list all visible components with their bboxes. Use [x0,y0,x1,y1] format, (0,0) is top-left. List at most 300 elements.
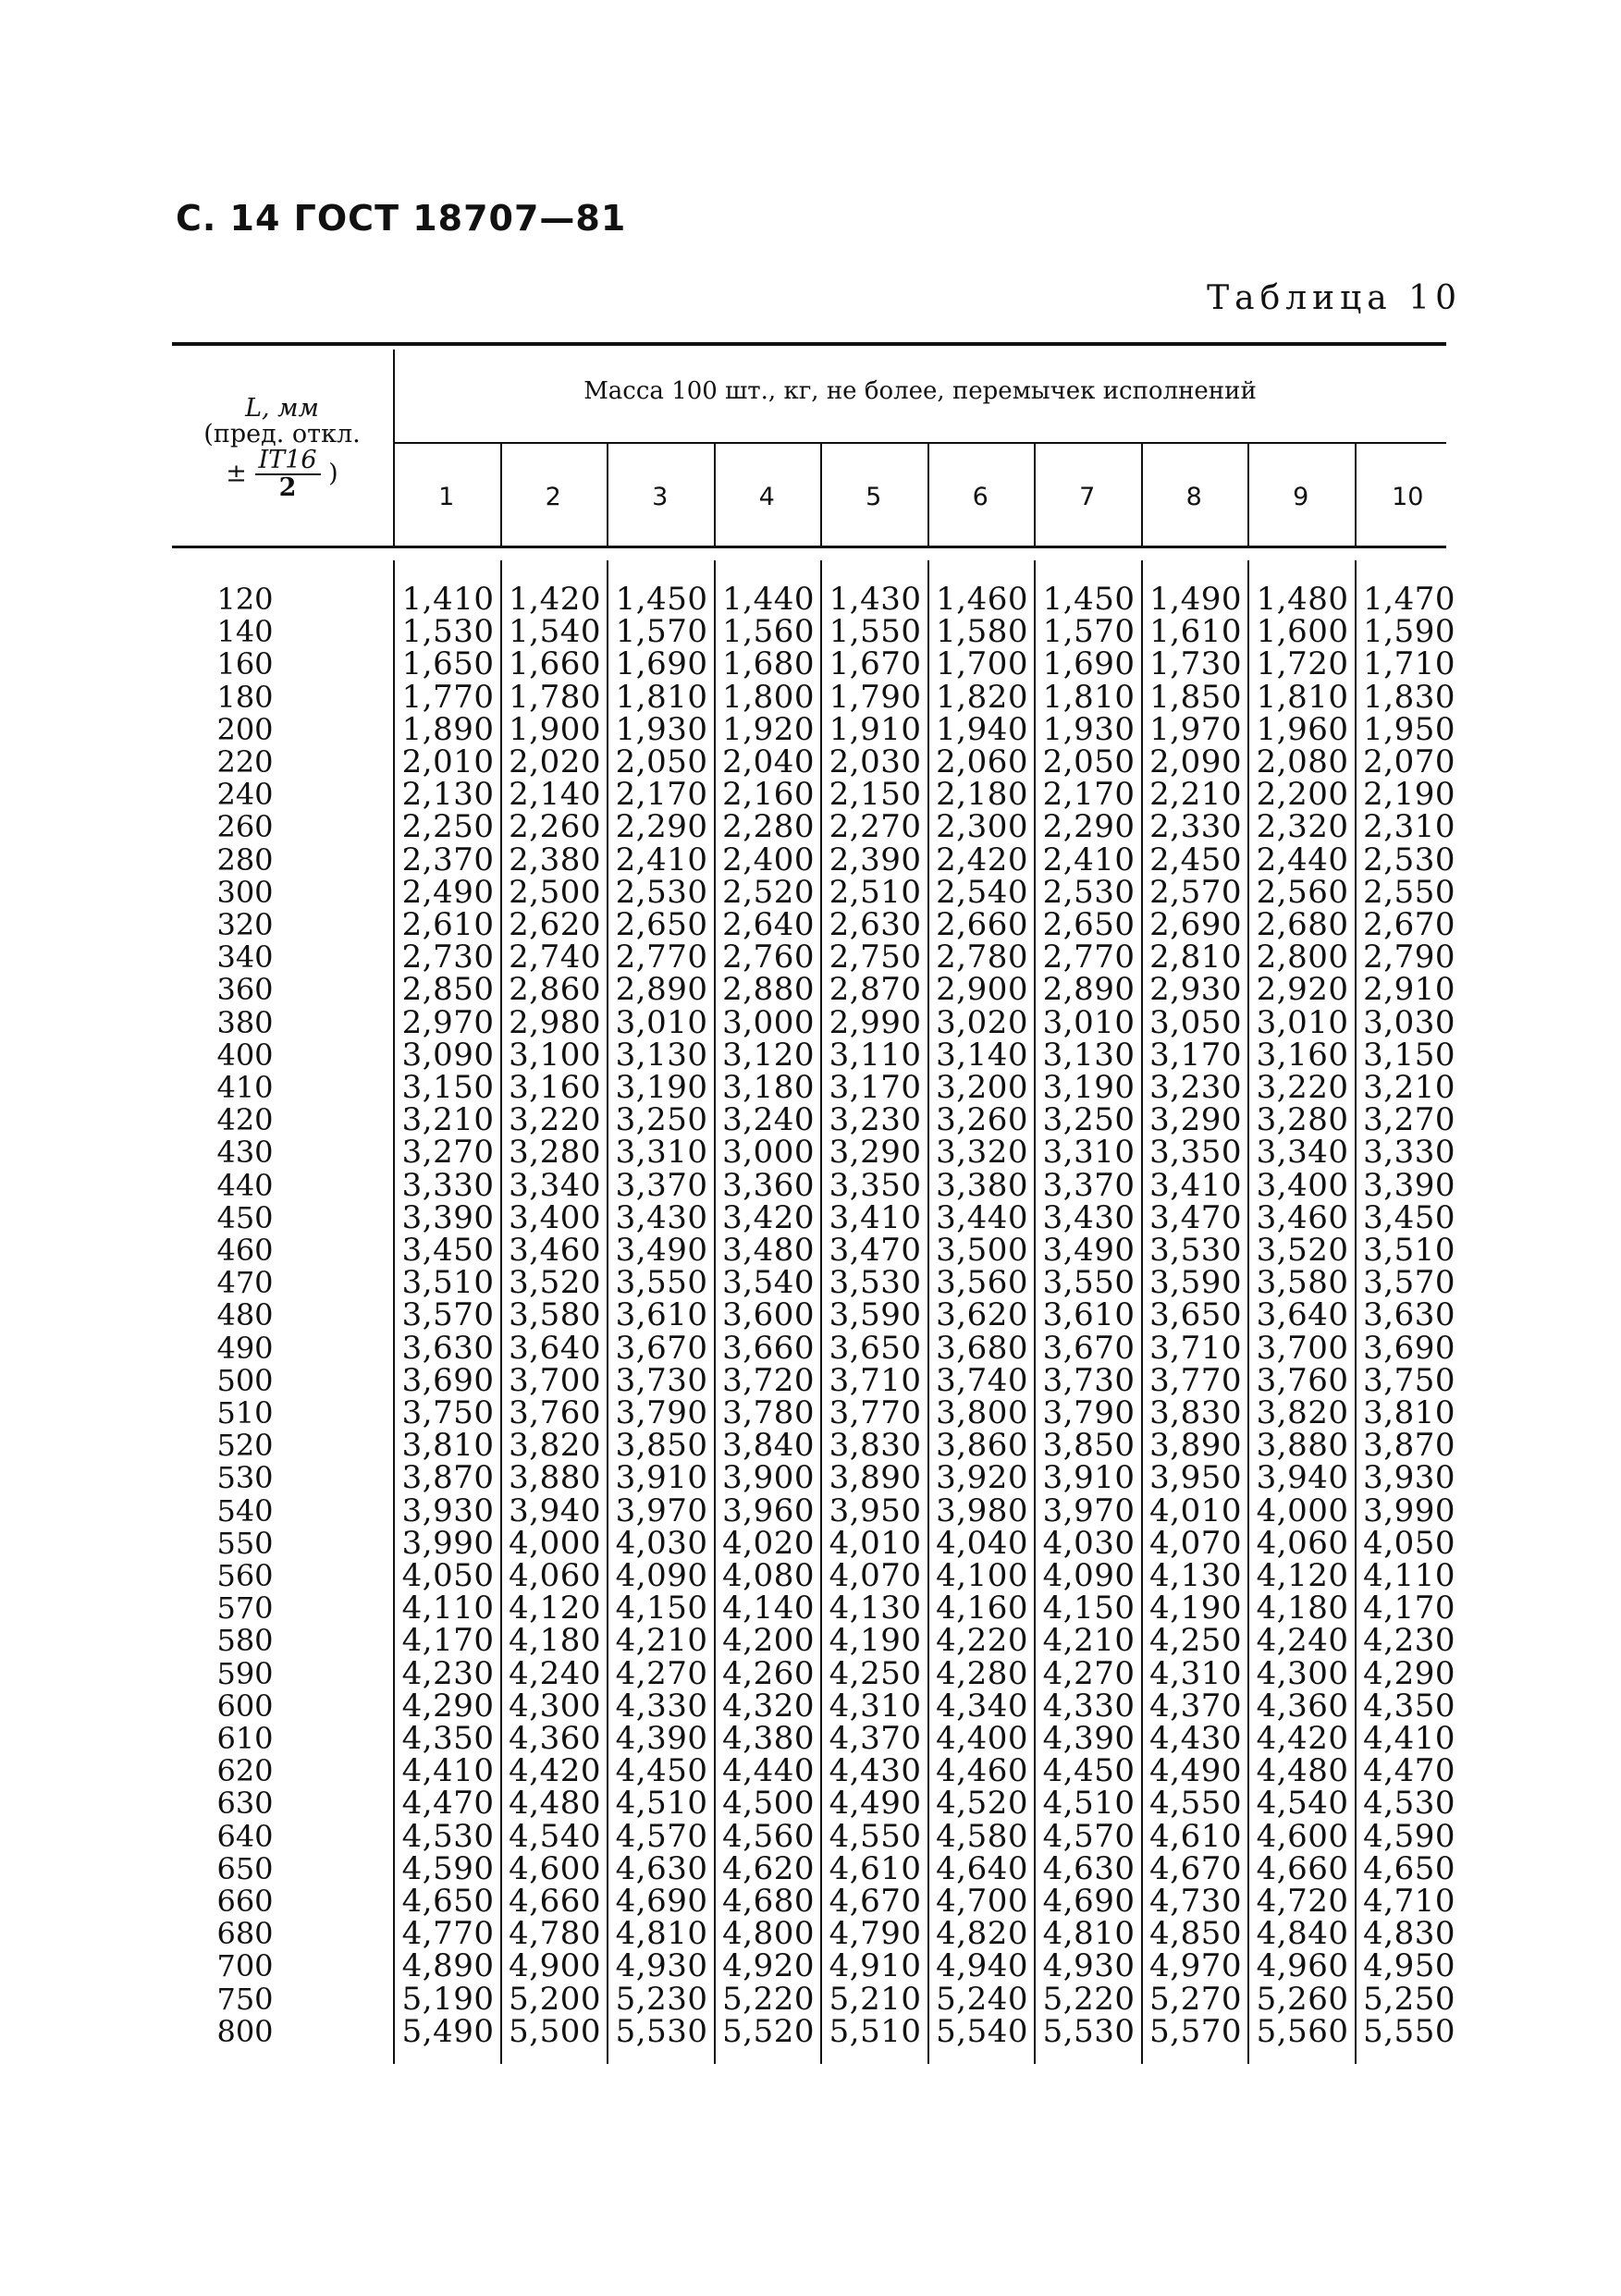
mass-cell: 1,690 [615,645,708,683]
mass-cell: 2,510 [829,873,922,911]
mass-cell: 3,390 [401,1198,495,1236]
mass-cell: 4,950 [1363,1947,1455,1985]
mass-cell: 4,250 [829,1654,922,1692]
mass-cell: 3,630 [401,1329,495,1367]
mass-cell: 3,530 [1149,1232,1242,1269]
mass-cell: 3,880 [509,1459,601,1497]
mass-cell: 3,690 [401,1361,495,1399]
mass-cell: 2,610 [401,906,495,943]
mass-cell: 3,450 [1363,1198,1455,1236]
mass-cell: 2,930 [1149,971,1242,1009]
mass-cell: 5,500 [509,2012,601,2050]
mass-cell: 4,120 [1256,1557,1349,1594]
mass-cell: 3,920 [936,1459,1028,1497]
mass-cell: 2,160 [722,776,815,814]
mass-cell: 3,870 [401,1459,495,1497]
mass-cell: 3,030 [1363,1003,1455,1041]
mass-cell: 3,350 [829,1166,922,1204]
mass-cell: 3,280 [1256,1101,1349,1139]
mass-cell: 1,490 [1149,581,1242,618]
mass-cell: 4,220 [936,1622,1028,1660]
mass-cell: 4,050 [1363,1524,1455,1562]
mass-cell: 4,780 [509,1915,601,1953]
mass-cell: 4,270 [1042,1654,1136,1692]
mass-cell: 1,910 [829,710,922,748]
mass-cell: 3,710 [1149,1329,1242,1367]
mass-cell: 1,540 [509,613,601,651]
mass-cell: 3,190 [1042,1069,1136,1106]
mass-cell: 4,730 [1149,1883,1242,1920]
mass-cell: 1,790 [829,678,922,716]
mass-cell: 4,700 [936,1883,1028,1920]
mass-cell: 4,480 [1256,1752,1349,1790]
mass-cell: 2,670 [1363,906,1455,943]
mass-cell: 1,480 [1256,581,1349,618]
mass-cell: 4,190 [829,1622,922,1660]
length-value: 800 [216,2013,274,2049]
mass-cell: 4,390 [1042,1720,1136,1757]
mass-cell: 4,240 [1256,1622,1349,1660]
mass-cell: 4,270 [615,1654,708,1692]
mass-cell: 4,550 [829,1817,922,1855]
mass-cell: 4,450 [615,1752,708,1790]
mass-cell: 3,740 [936,1361,1028,1399]
mass-cell: 4,620 [722,1849,815,1887]
mass-cell: 3,230 [1149,1069,1242,1106]
mass-cell: 4,830 [1363,1915,1455,1953]
mass-cell: 2,010 [401,743,495,780]
mass-cell: 4,630 [615,1849,708,1887]
mass-cell: 3,260 [936,1101,1028,1139]
length-value: 420 [216,1102,274,1138]
mass-cell: 3,370 [615,1166,708,1204]
mass-cell: 3,010 [1256,1003,1349,1041]
mass-cell: 3,050 [1149,1003,1242,1041]
mass-cell: 3,170 [1149,1036,1242,1074]
length-value: 220 [216,744,274,780]
mass-cell: 3,610 [1042,1296,1136,1334]
mass-cell: 3,190 [615,1069,708,1106]
mass-cell: 4,070 [1149,1524,1242,1562]
mass-cell: 4,010 [1149,1492,1242,1529]
mass-cell: 1,810 [1042,678,1136,716]
mass-cell: 3,510 [401,1264,495,1302]
mass-cell: 3,490 [1042,1232,1136,1269]
mass-cell: 3,750 [401,1394,495,1431]
mass-cell: 3,890 [1149,1427,1242,1465]
mass-cell: 3,800 [936,1394,1028,1431]
length-value: 380 [216,1004,274,1040]
mass-cell: 4,530 [401,1817,495,1855]
mass-cell: 3,870 [1363,1427,1455,1465]
mass-cell: 1,970 [1149,710,1242,748]
length-value: 400 [216,1037,274,1073]
mass-cell: 5,210 [829,1980,922,2018]
mass-cell: 1,730 [1149,645,1242,683]
mass-cell: 4,630 [1042,1849,1136,1887]
mass-cell: 4,900 [509,1947,601,1985]
mass-cell: 3,180 [722,1069,815,1106]
mass-cell: 4,380 [722,1720,815,1757]
length-value: 470 [216,1265,274,1301]
mass-cell: 2,090 [1149,743,1242,780]
mass-cell: 2,050 [1042,743,1136,780]
mass-cell: 3,790 [1042,1394,1136,1431]
mass-cell: 2,990 [829,1003,922,1041]
mass-cell: 4,800 [722,1915,815,1953]
mass-cell: 1,800 [722,678,815,716]
mass-cell: 3,850 [1042,1427,1136,1465]
mass-cell: 2,370 [401,841,495,878]
mass-cell: 3,310 [615,1134,708,1172]
length-value: 300 [216,874,274,910]
length-value: 510 [216,1395,274,1430]
length-value: 120 [216,582,274,617]
length-value: 680 [216,1916,274,1952]
mass-cell: 1,830 [1363,678,1455,716]
variant-column-header: 6 [972,483,989,511]
mass-cell: 2,150 [829,776,922,814]
mass-cell: 3,000 [722,1003,815,1041]
mass-cell: 2,800 [1256,939,1349,976]
mass-cell: 3,290 [1149,1101,1242,1139]
mass-cell: 3,000 [722,1134,815,1172]
mass-cell: 2,750 [829,939,922,976]
length-column-header [176,396,388,501]
mass-cell: 1,530 [401,613,495,651]
mass-cell: 5,250 [1363,1980,1455,2018]
mass-cell: 1,820 [936,678,1028,716]
mass-cell: 3,200 [936,1069,1028,1106]
mass-cell: 4,290 [1363,1654,1455,1692]
mass-cell: 2,490 [401,873,495,911]
mass-cell: 1,670 [829,645,922,683]
mass-cell: 2,810 [1149,939,1242,976]
mass-cell: 2,130 [401,776,495,814]
mass-cell: 2,760 [722,939,815,976]
length-value: 750 [216,1981,274,2017]
mass-cell: 4,180 [509,1622,601,1660]
mass-cell: 2,690 [1149,906,1242,943]
mass-cell: 3,970 [615,1492,708,1529]
mass-cell: 4,410 [401,1752,495,1790]
mass-cell: 3,950 [829,1492,922,1529]
mass-cell: 1,770 [401,678,495,716]
mass-cell: 2,410 [615,841,708,878]
mass-cell: 3,160 [509,1069,601,1106]
mass-cell: 4,510 [1042,1785,1136,1823]
mass-cell: 4,030 [1042,1524,1136,1562]
mass-cell: 1,600 [1256,613,1349,651]
mass-cell: 3,640 [1256,1296,1349,1334]
mass-cell: 4,960 [1256,1947,1349,1985]
mass-cell: 4,370 [829,1720,922,1757]
mass-cell: 1,660 [509,645,601,683]
mass-cell: 4,680 [722,1883,815,1920]
mass-cell: 4,350 [1363,1687,1455,1725]
mass-cell: 3,340 [1256,1134,1349,1172]
mass-cell: 3,590 [829,1296,922,1334]
mass-cell: 2,080 [1256,743,1349,780]
mass-cell: 4,180 [1256,1590,1349,1627]
mass-cell: 4,240 [509,1654,601,1692]
mass-cell: 4,580 [936,1817,1028,1855]
mass-cell: 3,620 [936,1296,1028,1334]
mass-header: Масса 100 шт., кг, не более, перемычек исполнений [583,377,1257,405]
mass-cell: 4,670 [1149,1849,1242,1887]
length-value: 180 [216,679,274,715]
mass-cell: 4,590 [401,1849,495,1887]
mass-cell: 1,550 [829,613,922,651]
variant-column-header: 3 [652,483,669,511]
mass-cell: 1,560 [722,613,815,651]
mass-cell: 3,720 [722,1361,815,1399]
length-value: 340 [216,939,274,976]
mass-cell: 3,860 [936,1427,1028,1465]
mass-cell: 3,130 [615,1036,708,1074]
mass-cell: 3,220 [509,1101,601,1139]
mass-cell: 4,970 [1149,1947,1242,1985]
mass-cell: 2,540 [936,873,1028,911]
length-value: 460 [216,1233,274,1268]
mass-cell: 4,570 [1042,1817,1136,1855]
mass-cell: 2,860 [509,971,601,1009]
length-value: 320 [216,907,274,942]
mass-cell: 4,490 [829,1785,922,1823]
mass-cell: 4,670 [829,1883,922,1920]
mass-cell: 4,250 [1149,1622,1242,1660]
length-value: 200 [216,711,274,747]
mass-cell: 3,760 [509,1394,601,1431]
length-value: 540 [216,1492,274,1529]
mass-cell: 1,930 [615,710,708,748]
mass-cell: 2,640 [722,906,815,943]
length-value: 520 [216,1428,274,1464]
mass-cell: 2,190 [1363,776,1455,814]
table-title: Таблица 10 [1207,279,1462,317]
mass-cell: 4,810 [615,1915,708,1953]
mass-cell: 5,220 [1042,1980,1136,2018]
mass-cell: 4,090 [1042,1557,1136,1594]
mass-cell: 3,550 [615,1264,708,1302]
mass-cell: 3,470 [829,1232,922,1269]
mass-cell: 1,610 [1149,613,1242,651]
length-header-line1: L, мм [245,394,319,423]
mass-cell: 2,420 [936,841,1028,878]
mass-cell: 3,570 [401,1296,495,1334]
mass-cell: 2,560 [1256,873,1349,911]
length-value: 410 [216,1070,274,1105]
mass-cell: 3,520 [1256,1232,1349,1269]
mass-cell: 4,060 [509,1557,601,1594]
length-value: 560 [216,1558,274,1593]
mass-cell: 4,200 [722,1622,815,1660]
mass-cell: 4,930 [615,1947,708,1985]
mass-cell: 4,320 [722,1687,815,1725]
mass-cell: 4,520 [936,1785,1028,1823]
mass-cell: 3,020 [936,1003,1028,1041]
mass-cell: 3,730 [615,1361,708,1399]
mass-cell: 3,460 [509,1232,601,1269]
mass-cell: 4,510 [615,1785,708,1823]
mass-cell: 2,250 [401,808,495,846]
mass-cell: 3,280 [509,1134,601,1172]
mass-cell: 2,170 [1042,776,1136,814]
mass-cell: 3,150 [1363,1036,1455,1074]
mass-cell: 3,310 [1042,1134,1136,1172]
length-value: 640 [216,1818,274,1854]
mass-cell: 3,770 [829,1394,922,1431]
mass-cell: 4,170 [1363,1590,1455,1627]
tolerance-fraction-denominator: 2 [278,473,297,502]
mass-cell: 1,810 [615,678,708,716]
mass-cell: 5,540 [936,2012,1028,2050]
mass-cell: 3,940 [1256,1459,1349,1497]
header-sub-rule [393,442,1446,444]
mass-cell: 4,150 [615,1590,708,1627]
mass-cell: 3,730 [1042,1361,1136,1399]
mass-cell: 3,330 [1363,1134,1455,1172]
mass-cell: 4,310 [829,1687,922,1725]
mass-cell: 3,970 [1042,1492,1136,1529]
mass-cell: 2,170 [615,776,708,814]
mass-cell: 3,560 [936,1264,1028,1302]
mass-cell: 2,650 [1042,906,1136,943]
mass-cell: 2,920 [1256,971,1349,1009]
mass-cell: 2,550 [1363,873,1455,911]
mass-cell: 2,140 [509,776,601,814]
mass-cell: 2,790 [1363,939,1455,976]
mass-cell: 1,940 [936,710,1028,748]
mass-cell: 4,210 [1042,1622,1136,1660]
mass-cell: 3,220 [1256,1069,1349,1106]
mass-cell: 2,730 [401,939,495,976]
length-value: 700 [216,1948,274,1984]
mass-cell: 2,780 [936,939,1028,976]
mass-cell: 3,600 [722,1296,815,1334]
mass-cell: 3,530 [829,1264,922,1302]
page-header: С. 14 ГОСТ 18707—81 [176,198,627,239]
mass-cell: 3,900 [722,1459,815,1497]
mass-cell: 2,310 [1363,808,1455,846]
mass-cell: 4,340 [936,1687,1028,1725]
mass-cell: 3,250 [615,1101,708,1139]
mass-cell: 5,270 [1149,1980,1242,2018]
mass-cell: 4,000 [509,1524,601,1562]
mass-cell: 2,410 [1042,841,1136,878]
mass-cell: 5,510 [829,2012,922,2050]
mass-cell: 4,530 [1363,1785,1455,1823]
mass-cell: 2,980 [509,1003,601,1041]
mass-cell: 4,610 [829,1849,922,1887]
mass-cell: 4,090 [615,1557,708,1594]
mass-cell: 5,550 [1363,2012,1455,2050]
mass-cell: 3,110 [829,1036,922,1074]
mass-cell: 5,240 [936,1980,1028,2018]
mass-cell: 5,520 [722,2012,815,2050]
mass-cell: 3,430 [615,1198,708,1236]
mass-cell: 4,300 [509,1687,601,1725]
mass-cell: 5,560 [1256,2012,1349,2050]
mass-cell: 4,790 [829,1915,922,1953]
mass-cell: 3,610 [615,1296,708,1334]
mass-cell: 3,880 [1256,1427,1349,1465]
mass-cell: 3,590 [1149,1264,1242,1302]
mass-cell: 1,690 [1042,645,1136,683]
mass-cell: 3,330 [401,1166,495,1204]
mass-cell: 3,990 [401,1524,495,1562]
mass-cell: 4,430 [1149,1720,1242,1757]
length-value: 610 [216,1721,274,1756]
length-value: 440 [216,1167,274,1203]
mass-cell: 2,770 [1042,939,1136,976]
mass-cell: 3,640 [509,1329,601,1367]
mass-cell: 2,290 [615,808,708,846]
mass-cell: 3,010 [1042,1003,1136,1041]
mass-cell: 3,580 [1256,1264,1349,1302]
mass-cell: 3,910 [1042,1459,1136,1497]
mass-cell: 3,270 [1363,1101,1455,1139]
variant-column-header: 7 [1079,483,1096,511]
mass-cell: 1,720 [1256,645,1349,683]
mass-cell: 3,980 [936,1492,1028,1529]
mass-cell: 2,060 [936,743,1028,780]
mass-cell: 3,850 [615,1427,708,1465]
mass-cell: 1,650 [401,645,495,683]
mass-cell: 3,810 [1363,1394,1455,1431]
mass-cell: 1,890 [401,710,495,748]
mass-cell: 4,710 [1363,1883,1455,1920]
mass-cell: 4,480 [509,1785,601,1823]
variant-column-header: 10 [1392,483,1424,511]
mass-cell: 4,060 [1256,1524,1349,1562]
mass-cell: 1,950 [1363,710,1455,748]
mass-cell: 3,700 [1256,1329,1349,1367]
mass-cell: 4,140 [722,1590,815,1627]
mass-cell: 3,670 [1042,1329,1136,1367]
mass-cell: 2,530 [1363,841,1455,878]
mass-cell: 3,650 [829,1329,922,1367]
mass-cell: 4,020 [722,1524,815,1562]
mass-cell: 3,230 [829,1101,922,1139]
mass-cell: 4,540 [509,1817,601,1855]
mass-cell: 3,100 [509,1036,601,1074]
mass-cell: 3,410 [829,1198,922,1236]
mass-cell: 4,820 [936,1915,1028,1953]
mass-cell: 4,590 [1363,1817,1455,1855]
mass-cell: 3,910 [615,1459,708,1497]
length-value: 240 [216,777,274,813]
mass-cell: 4,430 [829,1752,922,1790]
mass-cell: 4,560 [722,1817,815,1855]
length-value: 570 [216,1590,274,1627]
mass-cell: 2,880 [722,971,815,1009]
mass-cell: 3,630 [1363,1296,1455,1334]
mass-cell: 3,660 [722,1329,815,1367]
mass-cell: 3,170 [829,1069,922,1106]
mass-cell: 4,690 [615,1883,708,1920]
mass-cell: 3,360 [722,1166,815,1204]
mass-cell: 4,160 [936,1590,1028,1627]
mass-cell: 4,330 [615,1687,708,1725]
mass-cell: 3,840 [722,1427,815,1465]
mass-cell: 4,360 [509,1720,601,1757]
mass-cell: 3,210 [401,1101,495,1139]
mass-cell: 3,780 [722,1394,815,1431]
mass-cell: 4,490 [1149,1752,1242,1790]
mass-cell: 3,400 [509,1198,601,1236]
mass-cell: 4,120 [509,1590,601,1627]
